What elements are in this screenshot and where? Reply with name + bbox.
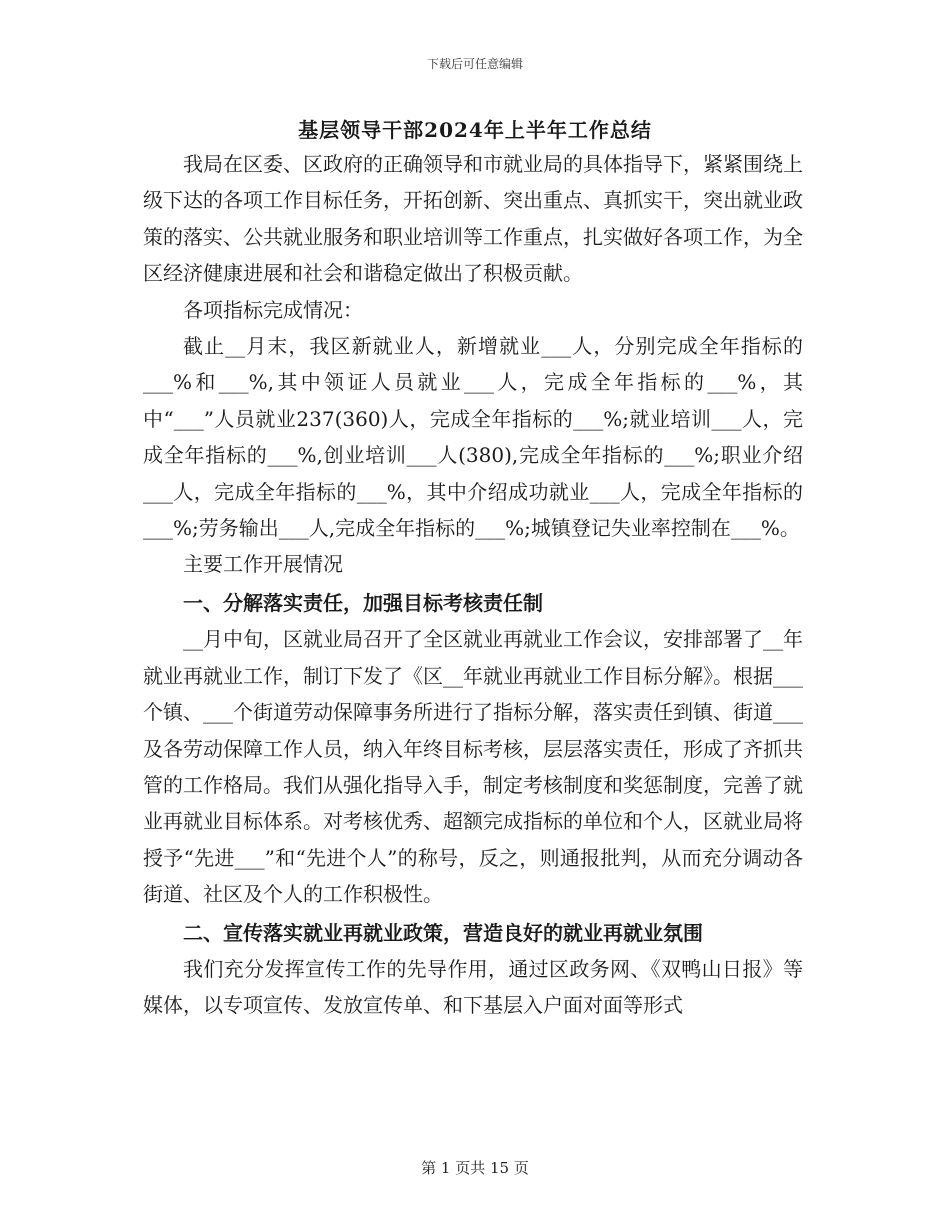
page-footer: 第 1 页共 15 页 (421, 1159, 529, 1177)
header-note: 下载后可任意编辑 (426, 57, 523, 71)
document-title: 基层领导干部2024年上半年工作总结 (298, 118, 652, 142)
indicators-label: 各项指标完成情况： (183, 297, 363, 322)
main-work-label: 主要工作开展情况 (183, 552, 343, 577)
section-1-paragraph: __月中旬，区就业局召开了全区就业再就业工作会议，安排部署了__年就业再就业工作，制订下发了《区__年就业再就业工作目标分解》。根据___个镇、___个街道劳动保障事务所进行了指标分解，落实责任到镇、街道___及各劳动保障工作人员，纳入年终目标考核，层层落实责任，形成了齐抓共管的工作格局。我们从强化指导入手，制定考核制度和奖惩制度，完善了就业再就业目标体系。对考核优秀、超额完成指标的单位和个人，区就业局将授予“先进___”和“先进个人”的称号，反之，则通报批判，从而充分调动各街道、社区及个人的工作积极性。 (143, 627, 803, 907)
section-heading-1: 一、分解落实责任，加强目标考核责任制 (183, 590, 543, 615)
intro-paragraph: 我局在区委、区政府的正确领导和市就业局的具体指导下，紧紧围绕上级下达的各项工作目标任务，开拓创新、突出重点、真抓实干，突出就业政策的落实、公共就业服务和职业培训等工作重点，扎实做好各项工作，为全区经济健康进展和社会和谐稳定做出了积极贡献。 (143, 152, 803, 286)
section-2-paragraph: 我们充分发挥宣传工作的先导作用，通过区政务网、《双鸭山日报》等媒体，以专项宣传、发放宣传单、和下基层入户面对面等形式 (143, 956, 803, 1018)
section-heading-2: 二、宣传落实就业再就业政策，营造良好的就业再就业氛围 (183, 920, 703, 945)
document-body (143, 146, 803, 1024)
indicators-paragraph: 截止__月末，我区新就业人，新增就业___人，分别完成全年指标的___%和___%,其中领证人员就业___人，完成全年指标的___%，其中“___”人员就业237(360)人，完成全年指标的___%;就业培训___人，完成全年指标的___%,创业培训___人(380),完成全年指标的___%;职业介绍___人，完成全年指标的___%，其中介绍成功就业___人，完成全年指标的___%;劳务输出___人,完成全年指标的___%;城镇登记失业率控制在___%。 (143, 334, 803, 541)
